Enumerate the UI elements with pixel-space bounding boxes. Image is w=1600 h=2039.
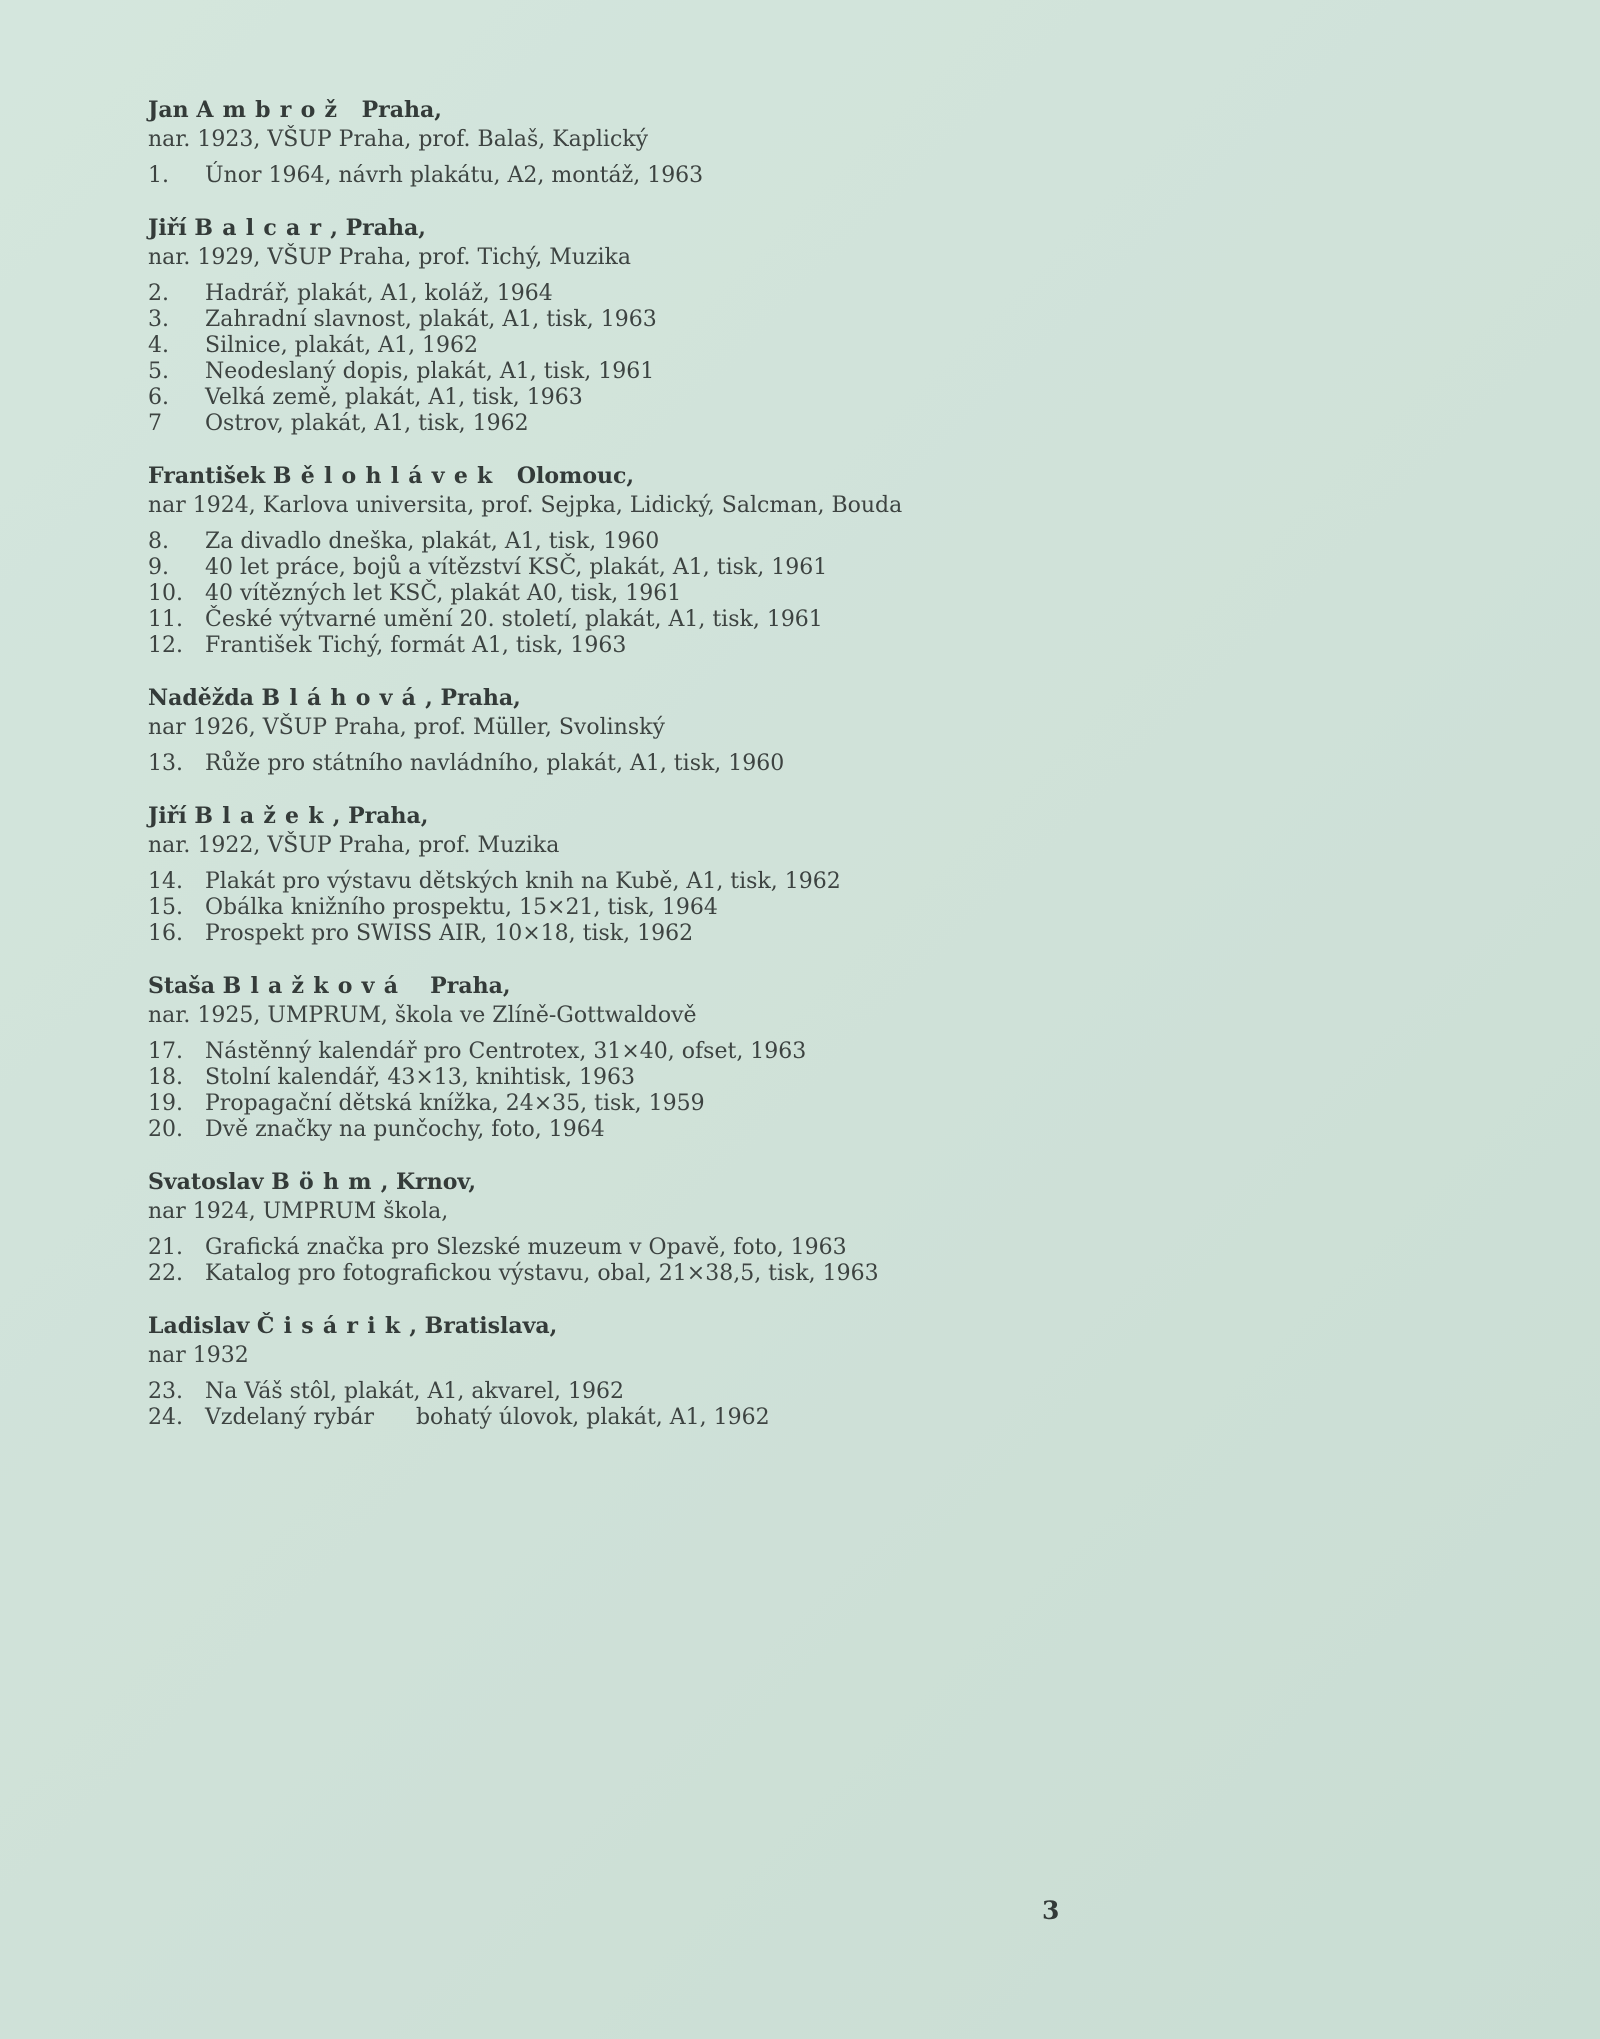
- entry-number: 18.: [148, 1065, 183, 1090]
- entry-text: Neodeslaný dopis, plakát, A1, tisk, 1961: [205, 359, 655, 384]
- artist-last-name: Ambrož: [196, 97, 347, 123]
- artist-section: [148, 801, 1248, 947]
- entry-row: [148, 307, 1248, 333]
- entry-row: [148, 751, 1248, 777]
- entry-text: 40 vítězných let KSČ, plakát A0, tisk, 1961: [205, 581, 682, 606]
- entry-row: [148, 333, 1248, 359]
- entry-row: [148, 1235, 1248, 1261]
- artist-last-name: Blažková: [222, 973, 408, 999]
- artist-last-name: Blažek: [194, 803, 333, 829]
- birth-line: nar 1932: [148, 1343, 249, 1368]
- artist-first-name: Ladislav: [148, 1313, 250, 1339]
- entry-text: 40 let práce, bojů a vítězství KSČ, plakát, A1, tisk, 1961: [205, 555, 828, 580]
- entry-number: 10.: [148, 581, 183, 606]
- work-entries: [148, 1235, 1248, 1287]
- entry-number: 2.: [148, 281, 169, 306]
- entry-row: [148, 1261, 1248, 1287]
- entry-text: Vzdelaný rybár bohatý úlovok, plakát, A1, 1962: [205, 1405, 770, 1430]
- entry-row: [148, 411, 1248, 437]
- artist-first-name: Svatoslav: [148, 1169, 264, 1195]
- artist-last-name: Balcar: [194, 215, 331, 241]
- artist-first-name: Jiří: [148, 803, 187, 829]
- entry-row: [148, 633, 1248, 659]
- entry-text: Stolní kalendář, 43×13, knihtisk, 1963: [205, 1065, 635, 1090]
- artist-name-heading: [148, 213, 1248, 243]
- entry-number: 3.: [148, 307, 169, 332]
- entry-number: 9.: [148, 555, 169, 580]
- artist-section: [148, 213, 1248, 437]
- artist-first-name: Jan: [148, 97, 189, 123]
- artist-name-heading: [148, 683, 1248, 713]
- entry-text: František Tichý, formát A1, tisk, 1963: [205, 633, 627, 658]
- entry-number: 14.: [148, 869, 183, 894]
- entry-text: Na Váš stôl, plakát, A1, akvarel, 1962: [205, 1379, 624, 1404]
- entry-number: 19.: [148, 1091, 183, 1116]
- work-entries: [148, 1039, 1248, 1143]
- entry-row: [148, 555, 1248, 581]
- work-entries: [148, 751, 1248, 777]
- entry-number: 20.: [148, 1117, 183, 1142]
- entry-row: [148, 1091, 1248, 1117]
- entry-number: 11.: [148, 607, 183, 632]
- entry-text: Ostrov, plakát, A1, tisk, 1962: [205, 411, 529, 436]
- entry-row: [148, 1405, 1248, 1431]
- artist-name-heading: [148, 461, 1248, 491]
- entry-number: 22.: [148, 1261, 183, 1286]
- artist-city: , Praha,: [330, 215, 426, 241]
- artist-city: Praha,: [407, 973, 511, 999]
- work-entries: [148, 163, 1248, 189]
- work-entries: [148, 529, 1248, 659]
- birth-line: nar 1926, VŠUP Praha, prof. Müller, Svolinský: [148, 715, 665, 740]
- entry-row: [148, 385, 1248, 411]
- entry-number: 21.: [148, 1235, 183, 1260]
- entry-number: 23.: [148, 1379, 183, 1404]
- artist-section: [148, 1311, 1248, 1431]
- artist-city: , Praha,: [332, 803, 429, 829]
- artist-last-name: Bělohlávek: [272, 463, 502, 489]
- page-number: 3: [1042, 1896, 1060, 1925]
- artist-section: [148, 683, 1248, 777]
- entry-number: 4.: [148, 333, 169, 358]
- entry-text: Hadrář, plakát, A1, koláž, 1964: [205, 281, 553, 306]
- artist-section: [148, 971, 1248, 1143]
- entry-row: [148, 281, 1248, 307]
- artist-name-heading: [148, 1167, 1248, 1197]
- entry-text: Prospekt pro SWISS AIR, 10×18, tisk, 1962: [205, 921, 694, 946]
- artist-last-name: Böhm: [271, 1169, 381, 1195]
- artist-city: , Bratislava,: [409, 1313, 558, 1339]
- entry-number: 1.: [148, 163, 169, 188]
- entry-text: Nástěnný kalendář pro Centrotex, 31×40, ofset, 1963: [205, 1039, 807, 1064]
- entry-row: [148, 921, 1248, 947]
- artist-name-heading: [148, 801, 1248, 831]
- birth-line: nar. 1922, VŠUP Praha, prof. Muzika: [148, 833, 560, 858]
- artist-section: [148, 1167, 1248, 1287]
- entry-text: Propagační dětská knížka, 24×35, tisk, 1959: [205, 1091, 705, 1116]
- artist-last-name: Čisárik: [256, 1313, 410, 1339]
- entry-row: [148, 869, 1248, 895]
- birth-line: nar. 1925, UMPRUM, škola ve Zlíně-Gottwaldově: [148, 1003, 697, 1028]
- entry-row: [148, 895, 1248, 921]
- entry-text: Růže pro státního navládního, plakát, A1, tisk, 1960: [205, 751, 785, 776]
- catalog-page: [148, 95, 1248, 1455]
- artist-city: , Praha,: [425, 685, 521, 711]
- artist-section: [148, 461, 1248, 659]
- birth-line: nar 1924, Karlova universita, prof. Sejpka, Lidický, Salcman, Bouda: [148, 493, 903, 518]
- birth-line: nar. 1923, VŠUP Praha, prof. Balaš, Kaplický: [148, 127, 649, 152]
- birth-line: nar. 1929, VŠUP Praha, prof. Tichý, Muzika: [148, 245, 632, 270]
- entry-number: 12.: [148, 633, 183, 658]
- entry-number: 6.: [148, 385, 169, 410]
- artist-sections: [148, 95, 1248, 1431]
- entry-number: 5.: [148, 359, 169, 384]
- entry-row: [148, 581, 1248, 607]
- birth-line: nar 1924, UMPRUM škola,: [148, 1199, 449, 1224]
- artist-first-name: Naděžda: [148, 685, 254, 711]
- entry-number: 24.: [148, 1405, 183, 1430]
- work-entries: [148, 869, 1248, 947]
- entry-number: 8.: [148, 529, 169, 554]
- artist-first-name: Staša: [148, 973, 215, 999]
- entry-row: [148, 1065, 1248, 1091]
- entry-text: Silnice, plakát, A1, 1962: [205, 333, 479, 358]
- entry-row: [148, 1117, 1248, 1143]
- entry-number: 13.: [148, 751, 183, 776]
- entry-text: Dvě značky na punčochy, foto, 1964: [205, 1117, 605, 1142]
- entry-number: 7: [148, 411, 162, 436]
- artist-last-name: Bláhová: [261, 685, 426, 711]
- artist-name-heading: [148, 971, 1248, 1001]
- entry-number: 17.: [148, 1039, 183, 1064]
- artist-section: [148, 95, 1248, 189]
- entry-row: [148, 1039, 1248, 1065]
- entry-row: [148, 163, 1248, 189]
- work-entries: [148, 1379, 1248, 1431]
- entry-text: Grafická značka pro Slezské muzeum v Opavě, foto, 1963: [205, 1235, 847, 1260]
- artist-city: Praha,: [346, 97, 442, 123]
- entry-text: Zahradní slavnost, plakát, A1, tisk, 1963: [205, 307, 657, 332]
- entry-row: [148, 1379, 1248, 1405]
- artist-first-name: Jiří: [148, 215, 187, 241]
- artist-first-name: František: [148, 463, 266, 489]
- entry-row: [148, 607, 1248, 633]
- entry-text: Plakát pro výstavu dětských knih na Kubě, A1, tisk, 1962: [205, 869, 841, 894]
- work-entries: [148, 281, 1248, 437]
- artist-name-heading: [148, 1311, 1248, 1341]
- entry-text: Za divadlo dneška, plakát, A1, tisk, 1960: [205, 529, 660, 554]
- entry-text: Katalog pro fotografickou výstavu, obal, 21×38,5, tisk, 1963: [205, 1261, 879, 1286]
- entry-row: [148, 529, 1248, 555]
- artist-name-heading: [148, 95, 1248, 125]
- entry-number: 16.: [148, 921, 183, 946]
- entry-text: Obálka knižního prospektu, 15×21, tisk, 1964: [205, 895, 718, 920]
- artist-city: Olomouc,: [501, 463, 635, 489]
- entry-row: [148, 359, 1248, 385]
- entry-text: České výtvarné umění 20. století, plakát, A1, tisk, 1961: [205, 607, 823, 632]
- entry-text: Velká země, plakát, A1, tisk, 1963: [205, 385, 583, 410]
- entry-number: 15.: [148, 895, 183, 920]
- entry-text: Únor 1964, návrh plakátu, A2, montáž, 1963: [205, 163, 704, 188]
- artist-city: , Krnov,: [380, 1169, 477, 1195]
